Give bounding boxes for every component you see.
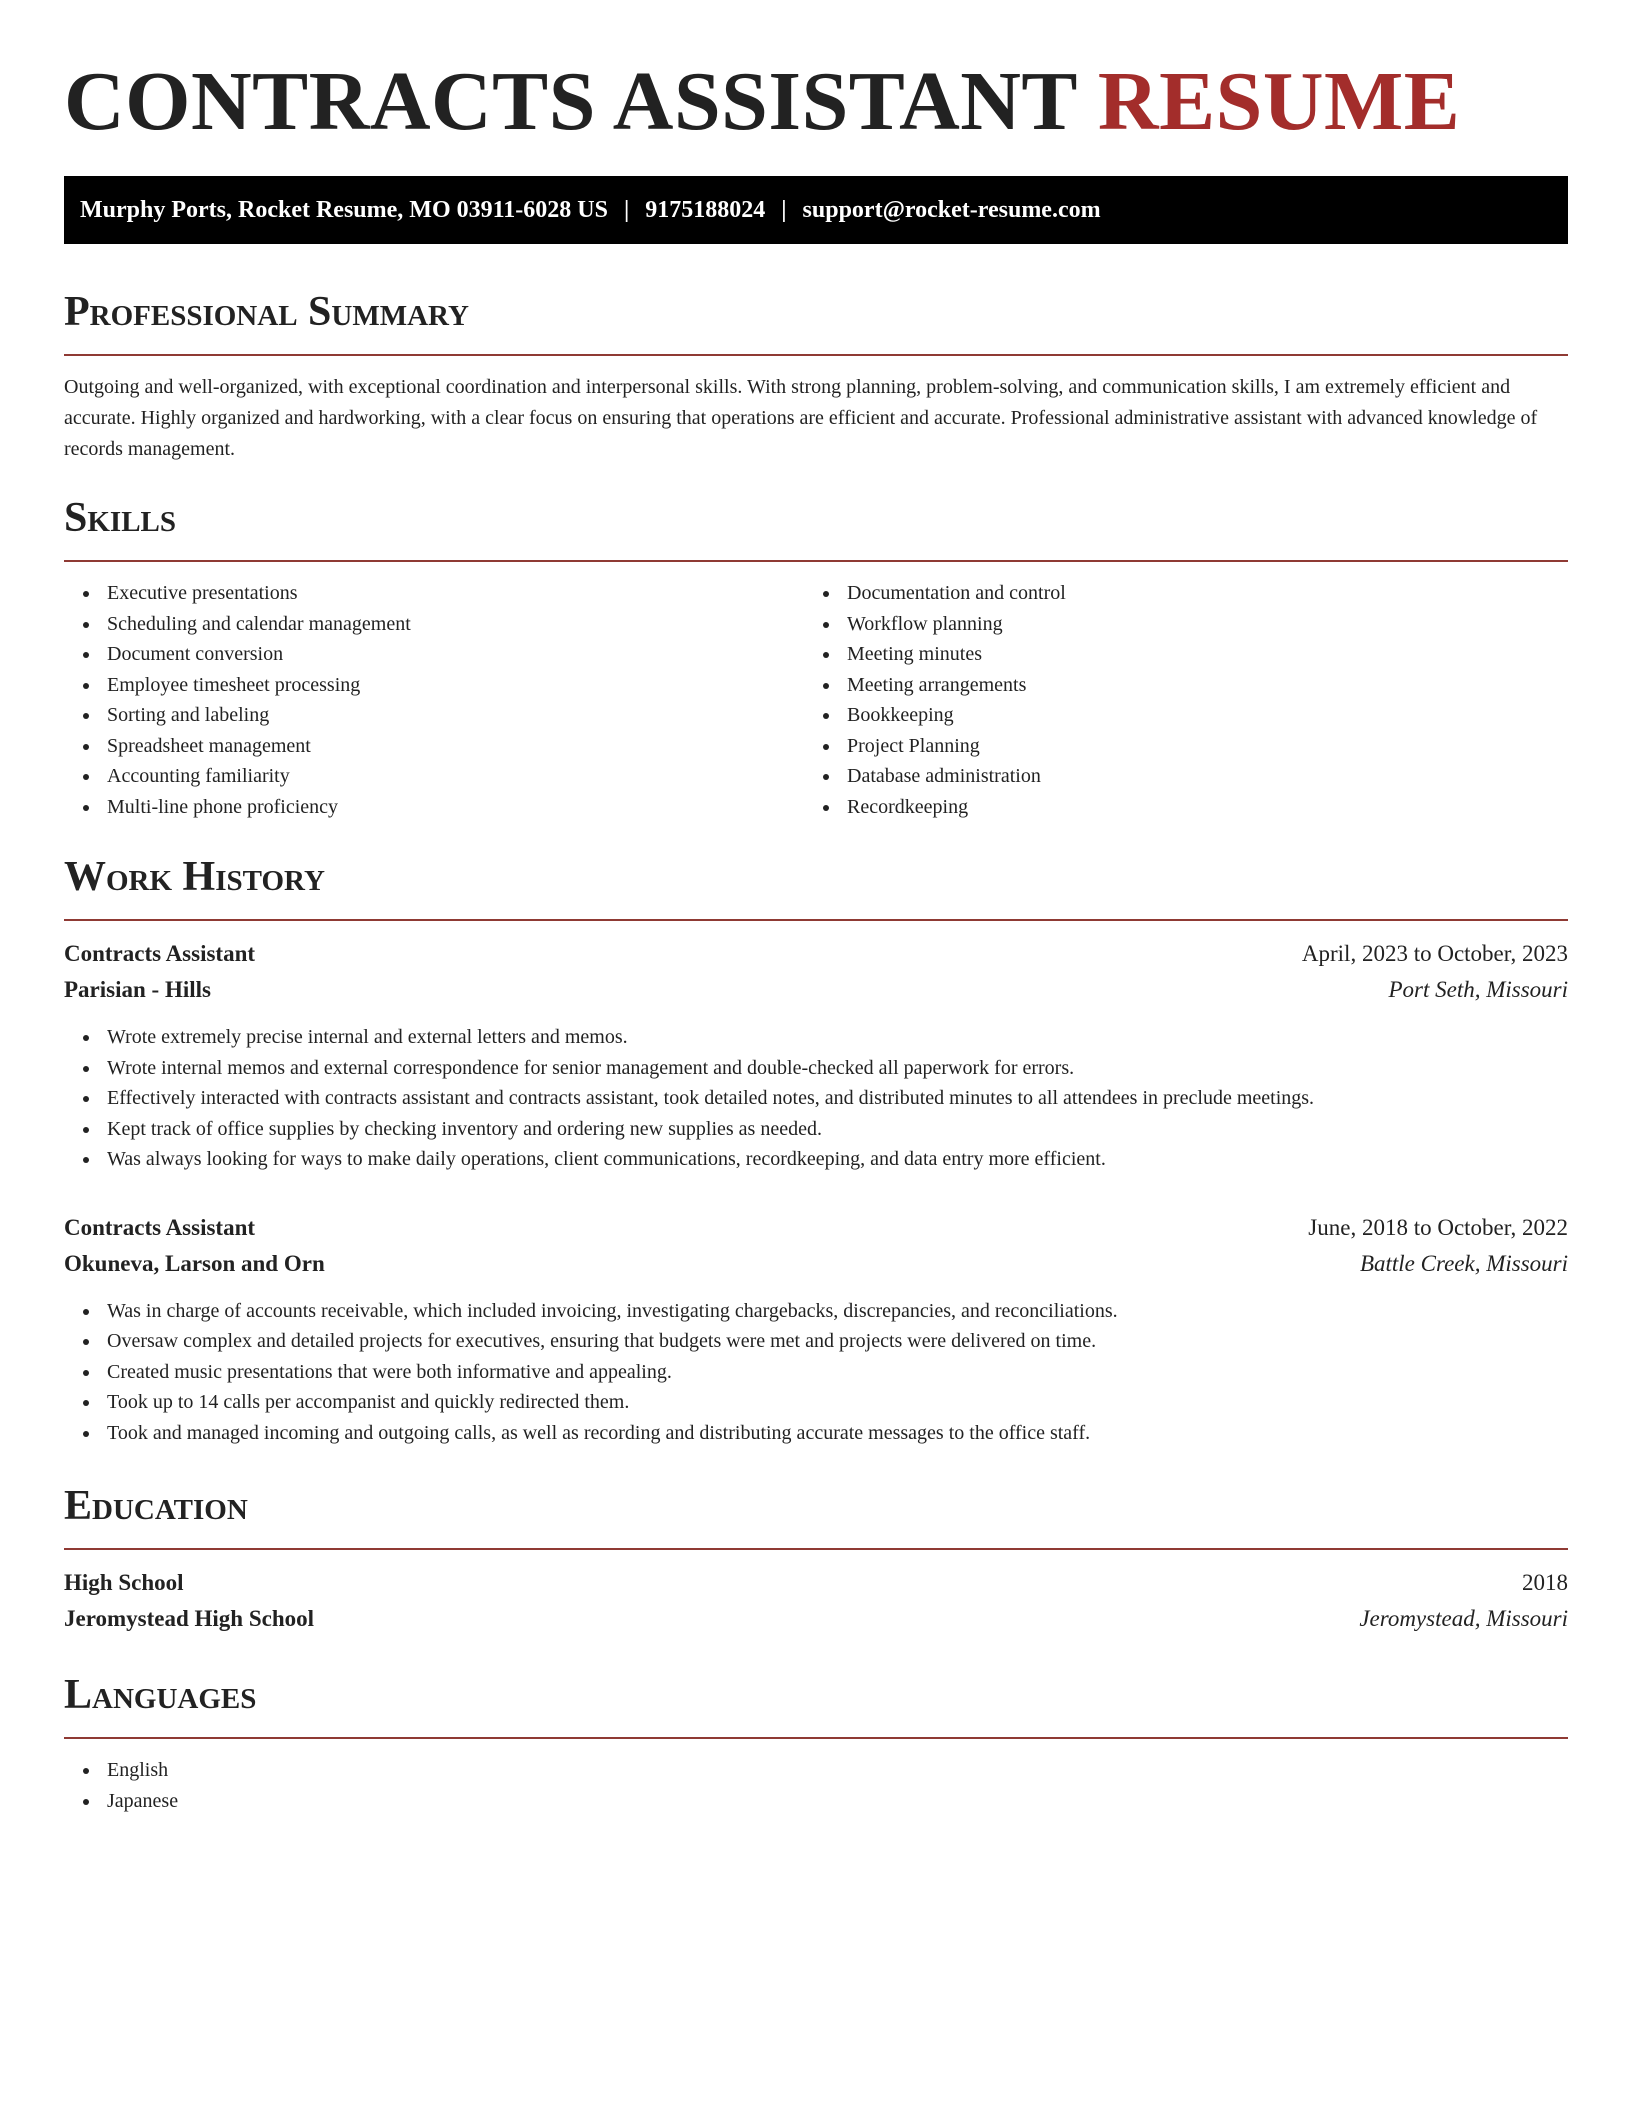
skill-item: Executive presentations: [64, 578, 804, 609]
job-company: Parisian - Hills: [64, 977, 211, 1002]
job-duty: Wrote internal memos and external correspondence for senior management and double-checked all paperwork for errors.: [64, 1053, 1568, 1084]
languages-list: [64, 1755, 1568, 1816]
education-school: Jeromystead High School: [64, 1606, 315, 1631]
education-entry: [64, 1565, 1568, 1637]
job-entry: [64, 936, 1568, 1175]
title-accent: RESUME: [1097, 55, 1461, 148]
job-header: [64, 1210, 1568, 1246]
work-heading: Work History: [64, 854, 325, 900]
skill-item: Meeting minutes: [804, 639, 1544, 670]
skill-item: Workflow planning: [804, 609, 1544, 640]
job-header: [64, 936, 1568, 972]
education-degree: High School: [64, 1570, 184, 1595]
skill-item: Accounting familiarity: [64, 761, 804, 792]
skill-item: Document conversion: [64, 639, 804, 670]
section-divider: [64, 354, 1568, 356]
contact-phone[interactable]: 9175188024: [645, 197, 766, 223]
summary-text: Outgoing and well-organized, with exceptional coordination and interpersonal skills. With strong planning, problem-solving, and communication skills, I am extremely efficient and accurate. Highly organized and hardworking, with a clear focus on ensuring that operations are efficient and accurate. Professional administrative assistant with advanced knowledge of records management.: [64, 376, 1538, 460]
skill-item: Database administration: [804, 761, 1544, 792]
section-divider: [64, 1548, 1568, 1550]
skill-item: Bookkeeping: [804, 700, 1544, 731]
job-duty: Effectively interacted with contracts assistant and contracts assistant, took detailed notes, and distributed minutes to all attendees in preclude meetings.: [64, 1083, 1568, 1114]
job-duty: Took and managed incoming and outgoing calls, as well as recording and distributing accurate messages to the office staff.: [64, 1418, 1568, 1449]
job-title: Contracts Assistant: [64, 1214, 256, 1240]
job-company: Okuneva, Larson and Orn: [64, 1250, 325, 1276]
contact-separator: |: [623, 197, 630, 223]
job-dates: April, 2023 to October, 2023: [1301, 941, 1568, 966]
skill-item: Meeting arrangements: [804, 670, 1544, 701]
languages-heading: Languages: [64, 1672, 257, 1718]
job-duty: Oversaw complex and detailed projects for executives, ensuring that budgets were met and projects were delivered on time.: [64, 1326, 1568, 1357]
job-duties: [64, 1296, 1568, 1449]
job-duty: Took up to 14 calls per accompanist and quickly redirected them.: [64, 1387, 1568, 1418]
section-divider: [64, 919, 1568, 921]
job-duties: [64, 1022, 1568, 1175]
job-subheader: [64, 972, 1568, 1008]
skill-item: Scheduling and calendar management: [64, 609, 804, 640]
contact-address: Murphy Ports, Rocket Resume, MO 03911-6028 US: [80, 197, 608, 223]
contact-separator: |: [781, 197, 787, 223]
skill-item: Sorting and labeling: [64, 700, 804, 731]
section-divider: [64, 560, 1568, 562]
job-location: Battle Creek, Missouri: [1359, 1250, 1568, 1276]
job-entry: [64, 1210, 1568, 1449]
job-duty: Kept track of office supplies by checking inventory and ordering new supplies as needed.: [64, 1114, 1568, 1145]
education-header: [64, 1565, 1568, 1601]
language-item: English: [64, 1755, 1568, 1786]
job-duty: Wrote extremely precise internal and external letters and memos.: [64, 1022, 1568, 1053]
skill-item: Documentation and control: [804, 578, 1544, 609]
skills-heading: Skills: [64, 495, 177, 541]
education-heading: Education: [64, 1483, 248, 1529]
job-dates: June, 2018 to October, 2022: [1308, 1214, 1568, 1240]
section-divider: [64, 1737, 1568, 1739]
job-duty: Was always looking for ways to make daily operations, client communications, recordkeeping, and data entry more efficient.: [64, 1144, 1568, 1175]
skill-item: Employee timesheet processing: [64, 670, 804, 701]
skill-item: Multi-line phone proficiency: [64, 792, 804, 823]
resume-page: [64, 0, 1568, 1816]
skills-list-left: [64, 578, 804, 822]
title-main: CONTRACTS ASSISTANT: [64, 55, 1077, 148]
education-subheader: [64, 1601, 1568, 1637]
contact-bar: [64, 176, 1568, 244]
job-subheader: [64, 1246, 1568, 1282]
job-duty: Was in charge of accounts receivable, which included invoicing, investigating chargebacks, discrepancies, and reconciliations.: [64, 1296, 1568, 1327]
skill-item: Recordkeeping: [804, 792, 1544, 823]
job-title: Contracts Assistant: [64, 941, 256, 966]
summary-heading: Professional Summary: [64, 289, 469, 335]
education-year: 2018: [1522, 1570, 1568, 1595]
job-duty: Created music presentations that were both informative and appealing.: [64, 1357, 1568, 1388]
skills-list-right: [804, 578, 1544, 822]
education-location: Jeromystead, Missouri: [1359, 1606, 1568, 1631]
skills-columns: [64, 578, 1568, 822]
skill-item: Spreadsheet management: [64, 731, 804, 762]
contact-email[interactable]: support@rocket-resume.com: [802, 197, 1101, 223]
job-location: Port Seth, Missouri: [1388, 977, 1568, 1002]
language-item: Japanese: [64, 1786, 1568, 1817]
resume-title: [64, 0, 1568, 152]
skill-item: Project Planning: [804, 731, 1544, 762]
